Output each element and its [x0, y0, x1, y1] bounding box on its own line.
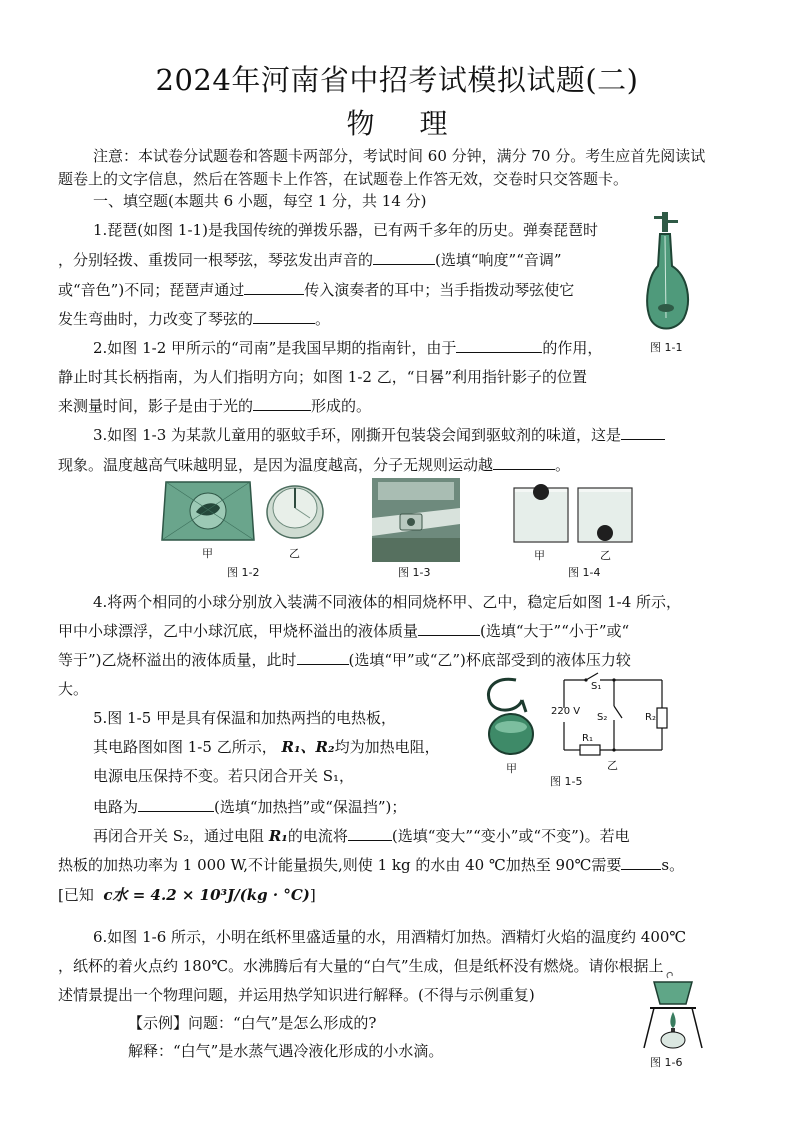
q6-line-3: 述情景提出一个物理问题，并运用热学知识进行解释。(不得与示例重复) [58, 986, 535, 1004]
q5-line-5: 再闭合开关 S₂，通过电阻 R₁的电流将 (选填“变大”“变小”或“不变”)。若电 [93, 827, 630, 845]
circuit-s2-label: S₂ [597, 712, 608, 723]
q2-blank-1[interactable] [456, 338, 542, 353]
notice-line-1: 注意：本试卷分试题卷和答题卡两部分，考试时间 60 分钟，满分 70 分。考生应首先阅读试 [93, 147, 706, 165]
fig-1-2-label-yi: 乙 [289, 547, 300, 560]
q5-line-3: 电源电压保持不变。若只闭合开关 S₁， [93, 767, 355, 785]
q6-example-question: 【示例】问题：“白气”是怎么形成的? [128, 1014, 377, 1032]
q5-blank-3[interactable] [621, 855, 661, 870]
section-heading: 一、填空题(本题共 6 小题，每空 1 分，共 14 分) [93, 192, 427, 210]
q1-line-2: ，分别轻拨、重拨同一根琴弦，琴弦发出声音的 (选填“响度”“音调” [58, 251, 562, 269]
q6-line-2: ，纸杯的着火点约 180℃。水沸腾后有大量的“白气”生成，但是纸杯没有燃烧。请你根据上 [58, 957, 664, 975]
beakers-figure [512, 482, 636, 544]
q2-line-2: 静止时其长柄指南，为人们指明方向；如图 1-2 乙，“日晷”利用指针影子的位置 [58, 368, 588, 386]
q3-blank-1[interactable] [621, 425, 665, 440]
q2-blank-2[interactable] [253, 396, 311, 411]
q1-line-3: 或“音色”)不同；琵琶声通过 传入演奏者的耳中；当手指拨动琴弦使它 [58, 281, 575, 299]
q2-line-1: 2.如图 1-2 甲所示的“司南”是我国早期的指南针，由于 的作用， [93, 339, 603, 357]
specific-heat-formula: c水 = 4.2 × 10³J/(kg · °C) [103, 886, 310, 904]
subject-title: 物 理 [346, 107, 466, 140]
circuit-voltage-label: 220 V [551, 706, 581, 717]
fig-1-1-caption: 图 1-1 [650, 341, 683, 354]
q3-line-1: 3.如图 1-3 为某款儿童用的驱蚊手环，刚撕开包装袋会闻到驱蚊剂的味道，这是 [93, 425, 665, 445]
mosquito-bracelet-figure [372, 478, 460, 562]
q5-line-1: 5.图 1-5 甲是具有保温和加热两挡的电热板， [93, 709, 397, 727]
pipa-figure [640, 206, 710, 336]
exam-title: 2024年河南省中招考试模拟试题(二) [155, 63, 639, 97]
q3-line-2: 现象。温度越高气味越明显，是因为温度越高，分子无规则运动越 。 [58, 456, 571, 474]
fig-1-5-label-jia: 甲 [506, 762, 517, 775]
q4-line-2: 甲中小球漂浮，乙中小球沉底，甲烧杯溢出的液体质量 (选填“大于”“小于”或“ [58, 622, 630, 640]
q6-line-1: 6.如图 1-6 所示，小明在纸杯里盛适量的水，用酒精灯加热。酒精灯火焰的温度约 400℃ [93, 928, 687, 946]
circuit-r1-label: R₁ [582, 733, 593, 744]
circuit-r2-label: R₂ [645, 712, 656, 723]
fig-1-2-label-jia: 甲 [202, 547, 213, 560]
heating-plate-figure [478, 672, 544, 762]
fig-1-3-caption: 图 1-3 [398, 566, 431, 579]
q4-blank-1[interactable] [418, 621, 480, 636]
fig-1-5-caption: 图 1-5 [550, 775, 583, 788]
q1-blank-1[interactable] [373, 250, 435, 265]
fig-1-2-caption: 图 1-2 [227, 566, 260, 579]
fig-1-4-caption: 图 1-4 [568, 566, 601, 579]
fig-1-4-label-yi: 乙 [600, 549, 611, 562]
q4-line-3: 等于”)乙烧杯溢出的液体质量，此时 (选填“甲”或“乙”)杯底部受到的液体压力较 [58, 651, 631, 669]
q5-line-4: 电路为 (选填“加热挡”或“保温挡”)； [93, 798, 407, 816]
fig-1-4-label-jia: 甲 [534, 549, 545, 562]
q5-line-2: 其电路图如图 1-5 乙所示， R₁、R₂均为加热电阻， [93, 738, 440, 756]
q5-line-7: [已知 c水 = 4.2 × 10³J/(kg · °C)] [58, 886, 316, 904]
q1-blank-3[interactable] [253, 309, 315, 324]
q4-line-4: 大。 [58, 680, 89, 698]
q1-line-4: 发生弯曲时，力改变了琴弦的 。 [58, 310, 331, 328]
fig-1-6-caption: 图 1-6 [650, 1056, 683, 1069]
q6-example-answer: 解释：“白气”是水蒸气遇冷液化形成的小水滴。 [128, 1042, 444, 1060]
q2-line-3: 来测量时间，影子是由于光的 形成的。 [58, 397, 372, 415]
q5-line-6: 热板的加热功率为 1 000 W,不计能量损失,则使 1 kg 的水由 40 ℃加热至 90℃需要 s。 [58, 856, 685, 874]
q3-blank-2[interactable] [493, 455, 555, 470]
sinan-compass-figure [160, 478, 256, 543]
q5-blank-1[interactable] [138, 797, 214, 812]
notice-line-2: 题卷上的文字信息，然后在答题卡上作答，在试题卷上作答无效，交卷时只交答题卡。 [58, 170, 629, 188]
circuit-s1-label: S₁ [591, 681, 602, 692]
sundial-figure [264, 478, 326, 540]
q1-blank-2[interactable] [244, 280, 304, 295]
q4-blank-2[interactable] [297, 650, 349, 665]
q1-line-1: 1.琵琶(如图 1-1)是我国传统的弹拨乐器，已有两千多年的历史。弹奏琵琶时 [93, 221, 598, 239]
alcohol-lamp-figure [640, 968, 706, 1052]
q5-blank-2[interactable] [348, 826, 392, 841]
q4-line-1: 4.将两个相同的小球分别放入装满不同液体的相同烧杯甲、乙中，稳定后如图 1-4 所示， [93, 593, 682, 611]
fig-1-5-label-yi: 乙 [607, 759, 618, 772]
